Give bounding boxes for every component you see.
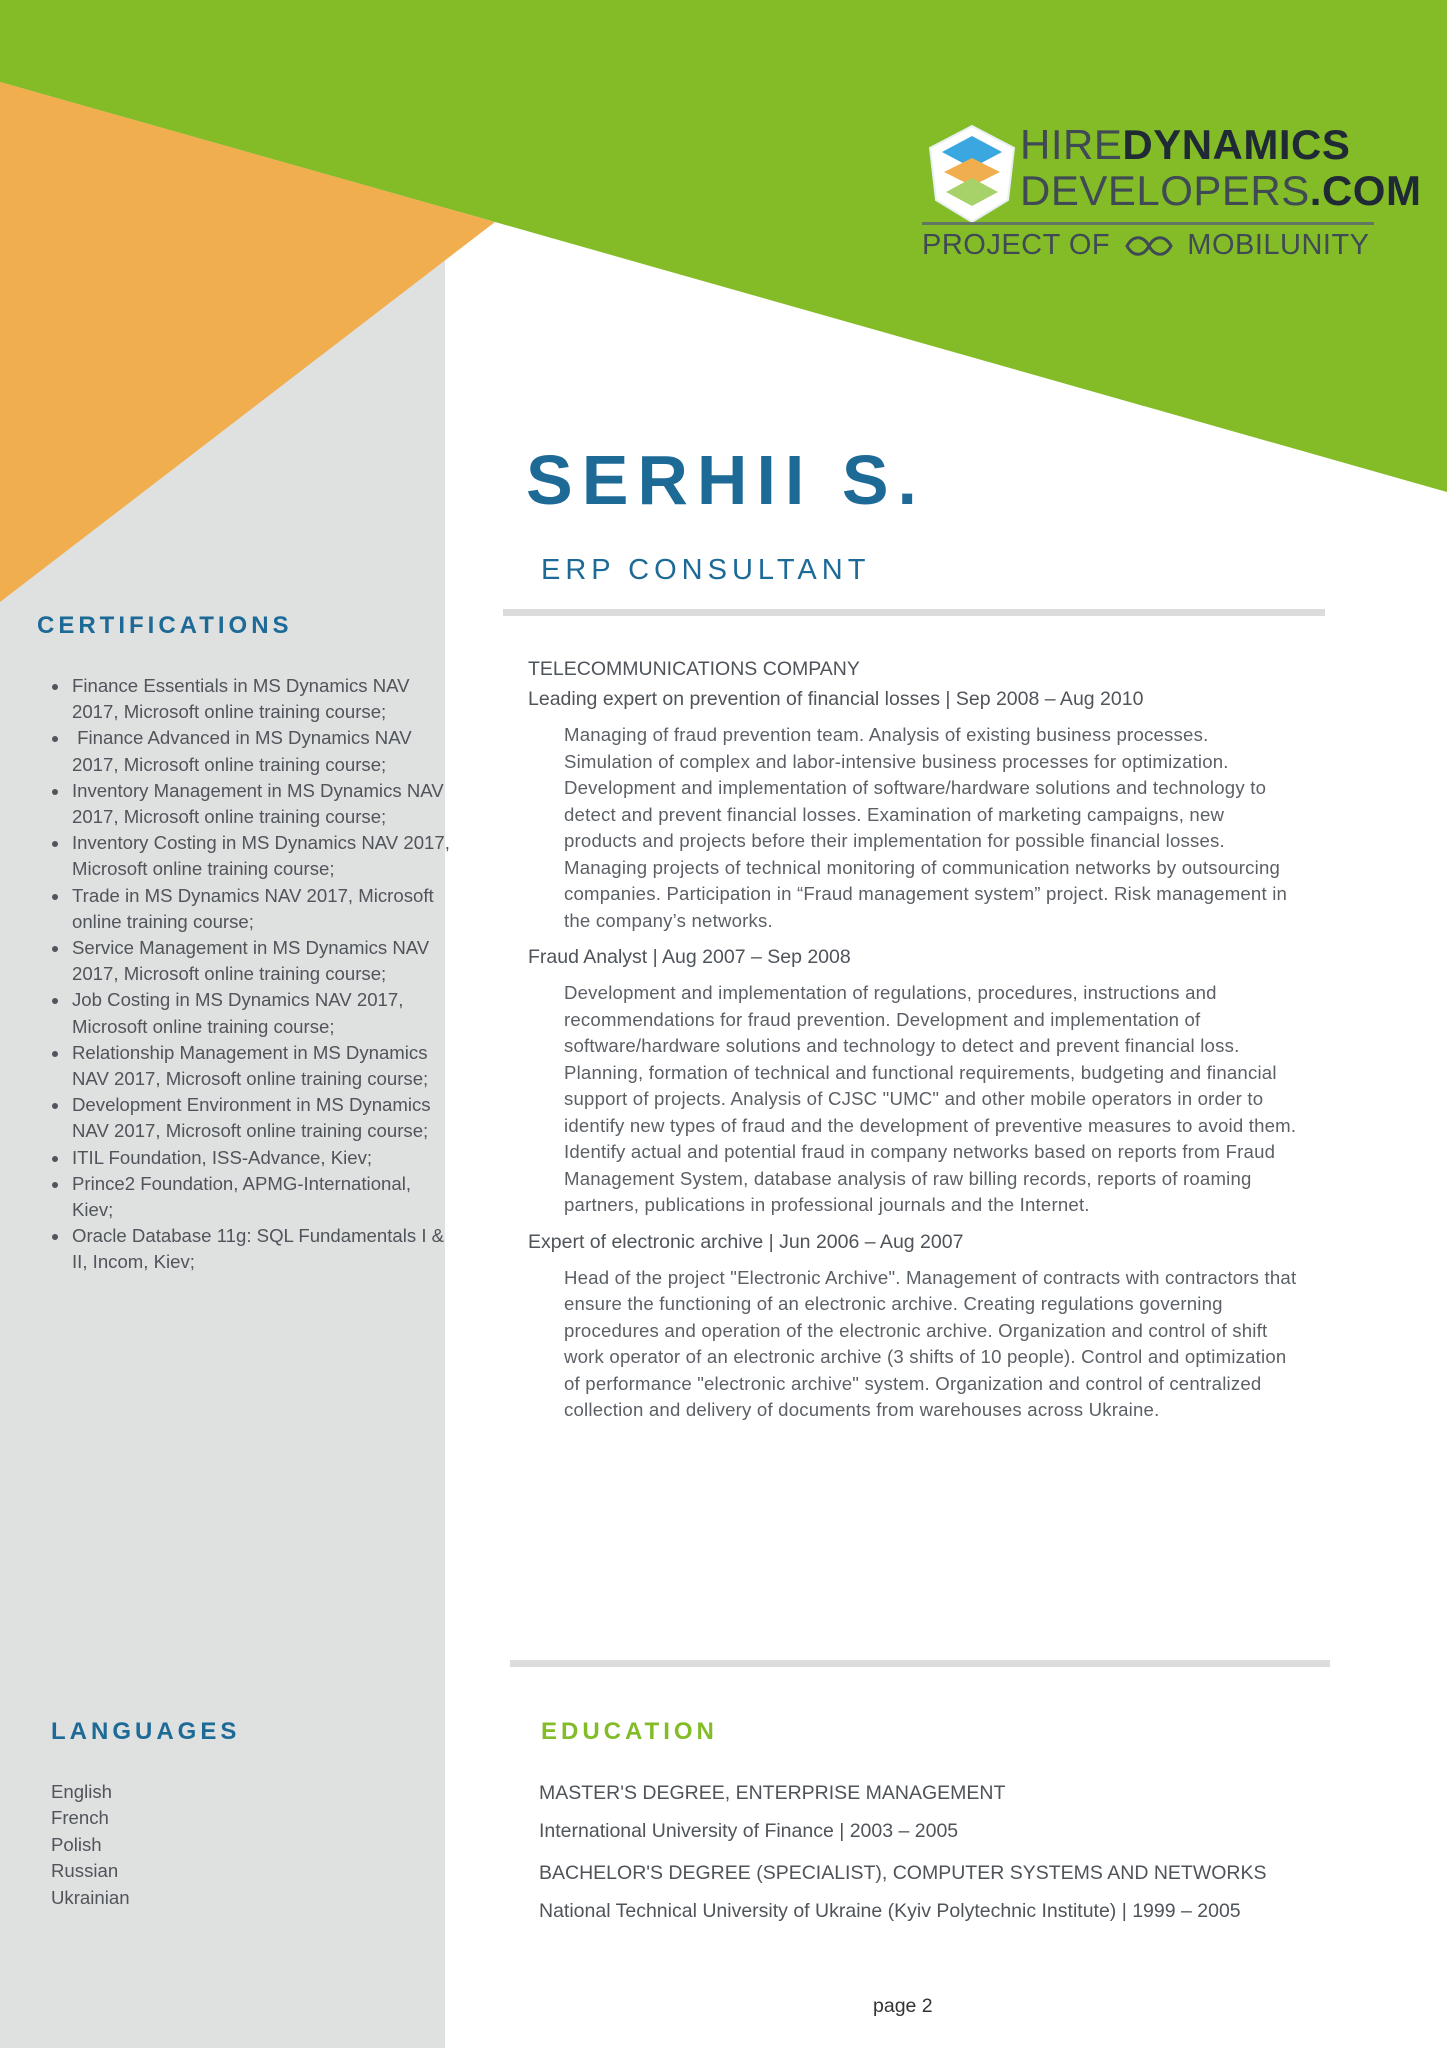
language-item: Ukrainian bbox=[51, 1886, 130, 1908]
school-name: International University of Finance | 2003 – 2005 bbox=[539, 1820, 959, 1842]
company-logo bbox=[920, 118, 1422, 268]
school-name: National Technical University of Ukraine (Kyiv Polytechnic Institute) | 1999 – 2005 bbox=[539, 1900, 1241, 1922]
certification-item: • Inventory Management in MS Dynamics NAV 2017, Microsoft online training course; bbox=[70, 778, 450, 830]
hexagon-layers-icon bbox=[924, 124, 1020, 224]
logo-line-1: HIREDYNAMICS bbox=[1020, 121, 1351, 168]
logo-divider bbox=[922, 222, 1374, 225]
certification-item: • Inventory Costing in MS Dynamics NAV 2017, Microsoft online training course; bbox=[70, 830, 450, 882]
certification-item: • Development Environment in MS Dynamics NAV 2017, Microsoft online training course; bbox=[70, 1092, 450, 1144]
knot-icon bbox=[1123, 233, 1175, 259]
certifications-heading: CERTIFICATIONS bbox=[37, 612, 293, 639]
language-item: French bbox=[51, 1807, 109, 1829]
certification-item: • Prince2 Foundation, APMG-International, Kiev; bbox=[70, 1171, 450, 1223]
job-title: Leading expert on prevention of financial losses | Sep 2008 – Aug 2010 bbox=[528, 688, 1144, 710]
candidate-name: SERHII S. bbox=[526, 441, 926, 519]
education-heading: EDUCATION bbox=[541, 1718, 718, 1745]
languages-list bbox=[51, 1779, 130, 1911]
company-name: TELECOMMUNICATIONS COMPANY bbox=[528, 658, 860, 680]
job-description: Head of the project "Electronic Archive". Management of contracts with contractors that ensure the functioning of an electronic archive. Creating regulations governing procedures and operation of the electronic archive. Organization and control of shift work operator of an electronic archive (3 shifts of 10 people). Control and optimization of performance "electronic archive" system. Organization and control of centralized collection and delivery of documents from warehouses across Ukraine. bbox=[564, 1266, 1297, 1420]
job-title: Expert of electronic archive | Jun 2006 – Aug 2007 bbox=[528, 1230, 964, 1253]
job-entry bbox=[528, 944, 1298, 1219]
certification-item: • ITIL Foundation, ISS-Advance, Kiev; bbox=[70, 1145, 450, 1171]
logo-line-3: PROJECT OF MOBILUNITY bbox=[922, 229, 1370, 261]
job-entry bbox=[528, 686, 1298, 934]
education-section bbox=[539, 1780, 1389, 1940]
languages-heading: LANGUAGES bbox=[51, 1718, 241, 1745]
certification-item: • Trade in MS Dynamics NAV 2017, Microsoft online training course; bbox=[70, 883, 450, 935]
divider-middle bbox=[510, 1660, 1330, 1667]
certification-item: • Finance Advanced in MS Dynamics NAV 2017, Microsoft online training course; bbox=[70, 725, 450, 777]
certification-item: • Service Management in MS Dynamics NAV 2017, Microsoft online training course; bbox=[70, 935, 450, 987]
job-description: Development and implementation of regulations, procedures, instructions and recommendations for fraud prevention. Development and implementation of software/hardware solutions and technology to detect and prevent financial loss. Planning, formation of technical and functional requirements, budgeting and financial support of projects. Analysis of CJSC "UMC" and other mobile operators in order to identify new types of fraud and the development of preventive measures to avoid them. Identify actual and potential fraud in company networks based on reports from Fraud Management System, database analysis of raw billing records, reports of roaming partners, publications in professional journals and the Internet. bbox=[564, 982, 1297, 1215]
job-description: Managing of fraud prevention team. Analysis of existing business processes. Simulation of complex and labor-intensive business processes for optimization. Development and implementation of software/hardware solutions and technology to detect and prevent financial losses. Examination of marketing campaigns, new products and projects before their implementation for possible financial losses. Managing projects of technical monitoring of communication networks by outsourcing companies. Participation in “Fraud management system” project. Risk management in the company’s networks. bbox=[564, 724, 1288, 931]
certification-item: • Job Costing in MS Dynamics NAV 2017, Microsoft online training course; bbox=[70, 987, 450, 1039]
certifications-list bbox=[37, 673, 450, 1276]
certification-item: • Oracle Database 11g: SQL Fundamentals I & II, Incom, Kiev; bbox=[70, 1223, 450, 1275]
degree-title: BACHELOR'S DEGREE (SPECIALIST), COMPUTER SYSTEMS AND NETWORKS bbox=[539, 1862, 1267, 1884]
divider-top bbox=[503, 609, 1325, 616]
certification-item: • Relationship Management in MS Dynamics NAV 2017, Microsoft online training course; bbox=[70, 1040, 450, 1092]
language-item: English bbox=[51, 1781, 112, 1802]
certification-item: • Finance Essentials in MS Dynamics NAV 2017, Microsoft online training course; bbox=[70, 673, 450, 725]
language-item: Russian bbox=[51, 1860, 119, 1882]
page-number: page 2 bbox=[873, 1995, 933, 2017]
candidate-role: ERP CONSULTANT bbox=[541, 554, 871, 586]
logo-line-2: DEVELOPERS.COM bbox=[1020, 167, 1422, 214]
job-title: Fraud Analyst | Aug 2007 – Sep 2008 bbox=[528, 946, 851, 968]
degree-title: MASTER'S DEGREE, ENTERPRISE MANAGEMENT bbox=[539, 1782, 1006, 1804]
language-item: Polish bbox=[51, 1833, 102, 1855]
experience-section bbox=[528, 654, 1298, 1434]
job-entry bbox=[528, 1229, 1298, 1424]
